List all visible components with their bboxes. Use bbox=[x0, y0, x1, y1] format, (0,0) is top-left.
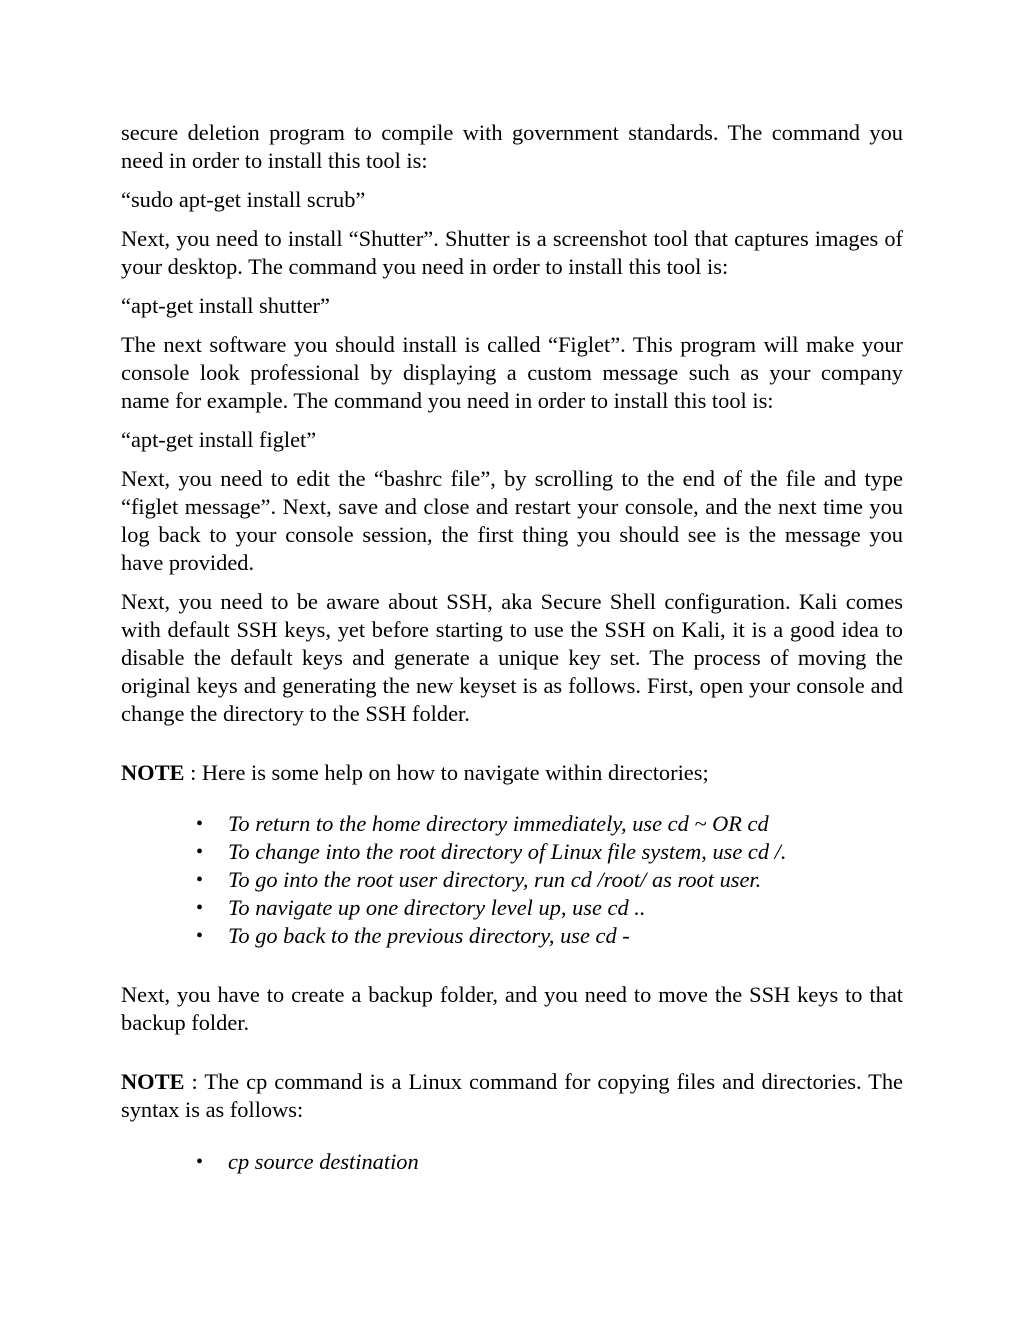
paragraph-figlet: The next software you should install is called “Figlet”. This program will make your console look professional by displaying a custom message such as your company name for example. The command you need in order to install this tool is: bbox=[121, 332, 903, 413]
list-item: • To go into the root user directory, run cd /root/ as root user. bbox=[196, 867, 762, 892]
note-label: NOTE bbox=[121, 1069, 185, 1094]
note-navigation bbox=[121, 759, 903, 787]
note-cp-command bbox=[121, 1068, 903, 1124]
paragraph-bashrc: Next, you need to edit the “bashrc file”, by scrolling to the end of the file and type “figlet message”. Next, save and close and restart your console, and the next time you log back to your console session, the first thing you should see is the message you have provided. bbox=[121, 466, 903, 575]
bullet-icon: • bbox=[196, 869, 204, 891]
bullet-icon: • bbox=[196, 1151, 204, 1173]
note-text: : The cp command is a Linux command for copying files and directories. The syntax is as follows: bbox=[121, 1069, 903, 1122]
command-install-scrub: “sudo apt-get install scrub” bbox=[121, 187, 366, 212]
note-label: NOTE bbox=[121, 760, 185, 785]
bullet-icon: • bbox=[196, 841, 204, 863]
list-item: • To return to the home directory immediately, use cd ~ OR cd bbox=[196, 811, 769, 836]
paragraph-scrub-intro: secure deletion program to compile with government standards. The command you need in order to install this tool is: bbox=[121, 120, 903, 173]
bullet-icon: • bbox=[196, 925, 204, 947]
cp-syntax-list bbox=[121, 1148, 903, 1176]
document-page bbox=[121, 119, 903, 1176]
command-install-shutter: “apt-get install shutter” bbox=[121, 293, 330, 318]
paragraph-ssh: Next, you need to be aware about SSH, aka Secure Shell configuration. Kali comes with default SSH keys, yet before starting to use the SSH on Kali, it is a good idea to disable the default keys and generate a unique key set. The process of moving the original keys and generating the new keyset is as follows. First, open your console and change the directory to the SSH folder. bbox=[121, 589, 903, 726]
list-item: • To go back to the previous directory, use cd - bbox=[196, 923, 630, 948]
list-item: • To navigate up one directory level up, use cd .. bbox=[196, 895, 646, 920]
list-item: • To change into the root directory of Linux file system, use cd /. bbox=[196, 839, 787, 864]
note-text: : Here is some help on how to navigate within directories; bbox=[184, 760, 709, 785]
bullet-icon: • bbox=[196, 813, 204, 835]
list-item: • cp source destination bbox=[196, 1149, 419, 1174]
command-install-figlet: “apt-get install figlet” bbox=[121, 427, 317, 452]
navigation-tips-list bbox=[121, 810, 903, 950]
paragraph-shutter: Next, you need to install “Shutter”. Shutter is a screenshot tool that captures images of your desktop. The command you need in order to install this tool is: bbox=[121, 226, 903, 279]
bullet-icon: • bbox=[196, 897, 204, 919]
paragraph-backup: Next, you have to create a backup folder, and you need to move the SSH keys to that backup folder. bbox=[121, 982, 903, 1035]
